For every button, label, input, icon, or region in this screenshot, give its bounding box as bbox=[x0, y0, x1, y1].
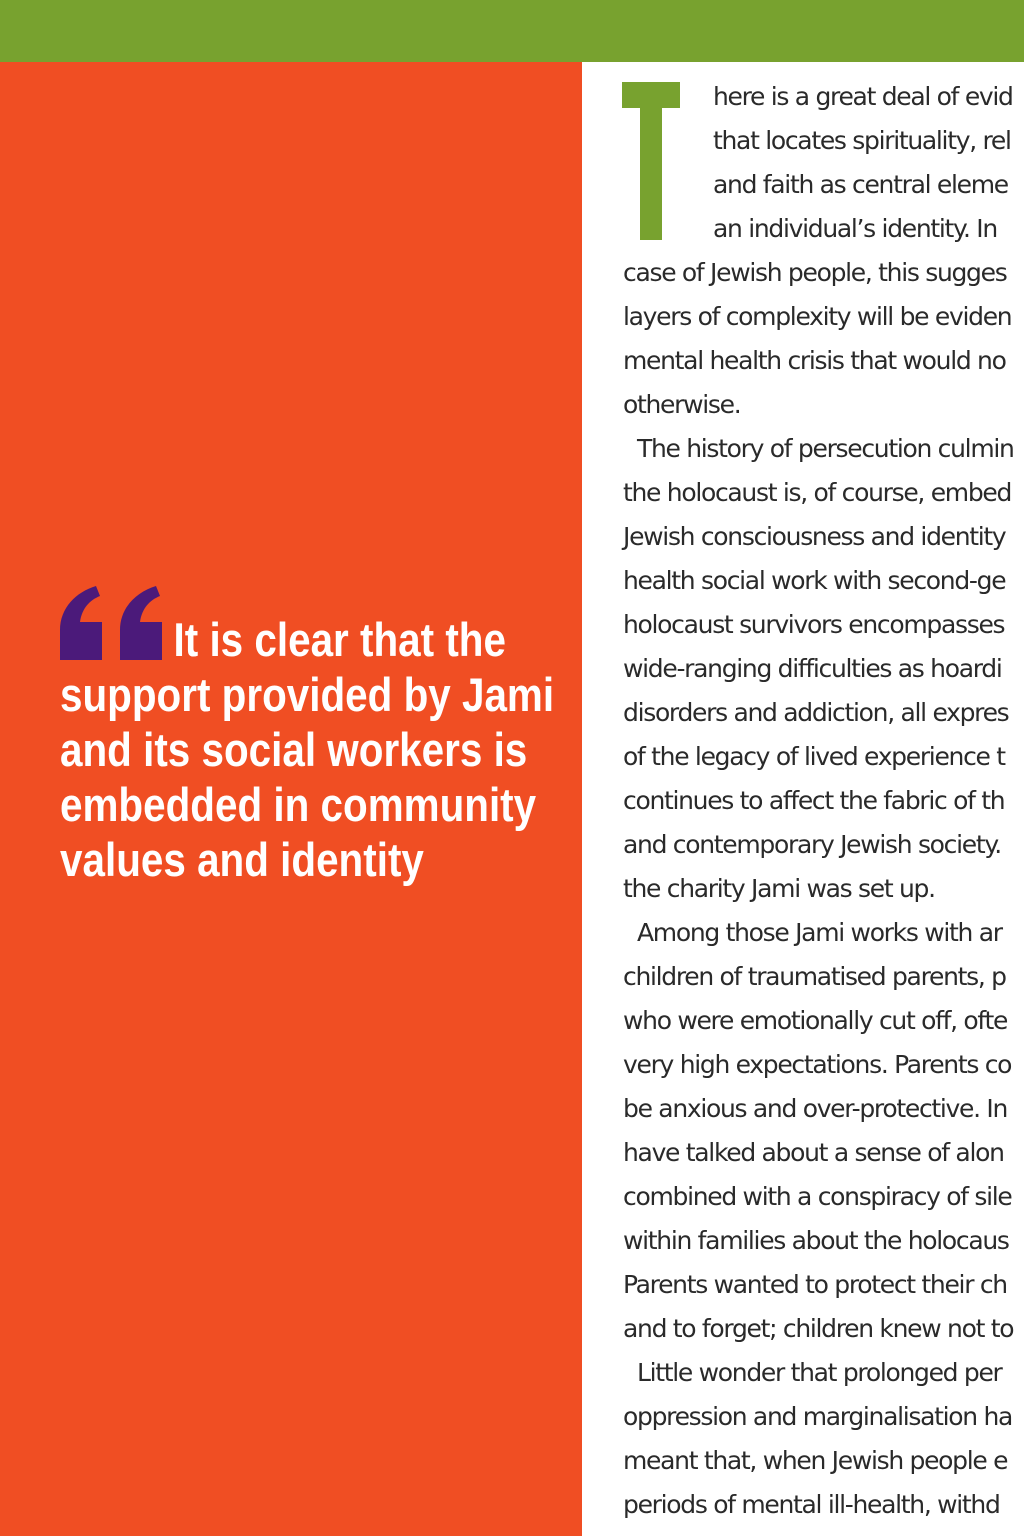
body-line: layers of complexity will be eviden bbox=[623, 302, 1012, 331]
pull-quote-line: values and identity bbox=[60, 833, 424, 886]
body-line: meant that, when Jewish people e bbox=[623, 1446, 1008, 1475]
body-line: the charity Jami was set up. bbox=[623, 874, 935, 903]
body-line: Parents wanted to protect their ch bbox=[623, 1270, 1007, 1299]
body-line: who were emotionally cut off, ofte bbox=[623, 1006, 1008, 1035]
body-line: and contemporary Jewish society. bbox=[623, 830, 1001, 859]
body-line: continues to affect the fabric of th bbox=[623, 786, 1005, 815]
body-line: Jewish consciousness and identity bbox=[623, 522, 1006, 551]
body-line: an individual’s identity. In bbox=[713, 214, 997, 243]
body-line: within families about the holocaus bbox=[623, 1226, 1009, 1255]
pull-quote-line: support provided by Jami bbox=[60, 668, 555, 721]
top-color-bar bbox=[0, 0, 1024, 62]
body-line: wide-ranging difficulties as hoardi bbox=[623, 654, 1002, 683]
body-line: Among those Jami works with ar bbox=[637, 918, 1002, 947]
pull-quote-line: and its social workers is bbox=[60, 723, 528, 776]
body-line: oppression and marginalisation ha bbox=[623, 1402, 1013, 1431]
drop-cap-t bbox=[622, 82, 680, 240]
body-line: periods of mental ill-health, withd bbox=[623, 1490, 1000, 1519]
body-line: and faith as central eleme bbox=[713, 170, 1008, 199]
body-line: that locates spirituality, rel bbox=[713, 126, 1011, 155]
article-body bbox=[582, 62, 1024, 1536]
body-line: holocaust survivors encompasses bbox=[623, 610, 1005, 639]
body-line: health social work with second-ge bbox=[623, 566, 1006, 595]
body-line: and to forget; children knew not to bbox=[623, 1314, 1014, 1343]
body-line: otherwise. bbox=[623, 390, 741, 419]
body-line: case of Jewish people, this sugges bbox=[623, 258, 1007, 287]
pull-quote-line: It is clear that the bbox=[173, 613, 506, 666]
body-line: here is a great deal of evid bbox=[713, 82, 1013, 111]
body-line: mental health crisis that would no bbox=[623, 346, 1006, 375]
body-line: combined with a conspiracy of sile bbox=[623, 1182, 1012, 1211]
body-line: Little wonder that prolonged per bbox=[637, 1358, 1002, 1387]
body-line: have talked about a sense of alon bbox=[623, 1138, 1004, 1167]
body-line: of the legacy of lived experience t bbox=[623, 742, 1005, 771]
body-line: be anxious and over-protective. In bbox=[623, 1094, 1008, 1123]
body-line: very high expectations. Parents co bbox=[623, 1050, 1012, 1079]
body-line: children of traumatised parents, p bbox=[623, 962, 1006, 991]
body-line: The history of persecution culmin bbox=[637, 434, 1014, 463]
pull-quote-line: embedded in community bbox=[60, 778, 537, 831]
body-line: disorders and addiction, all expres bbox=[623, 698, 1009, 727]
pull-quote bbox=[60, 612, 555, 887]
body-line: the holocaust is, of course, embed bbox=[623, 478, 1012, 507]
